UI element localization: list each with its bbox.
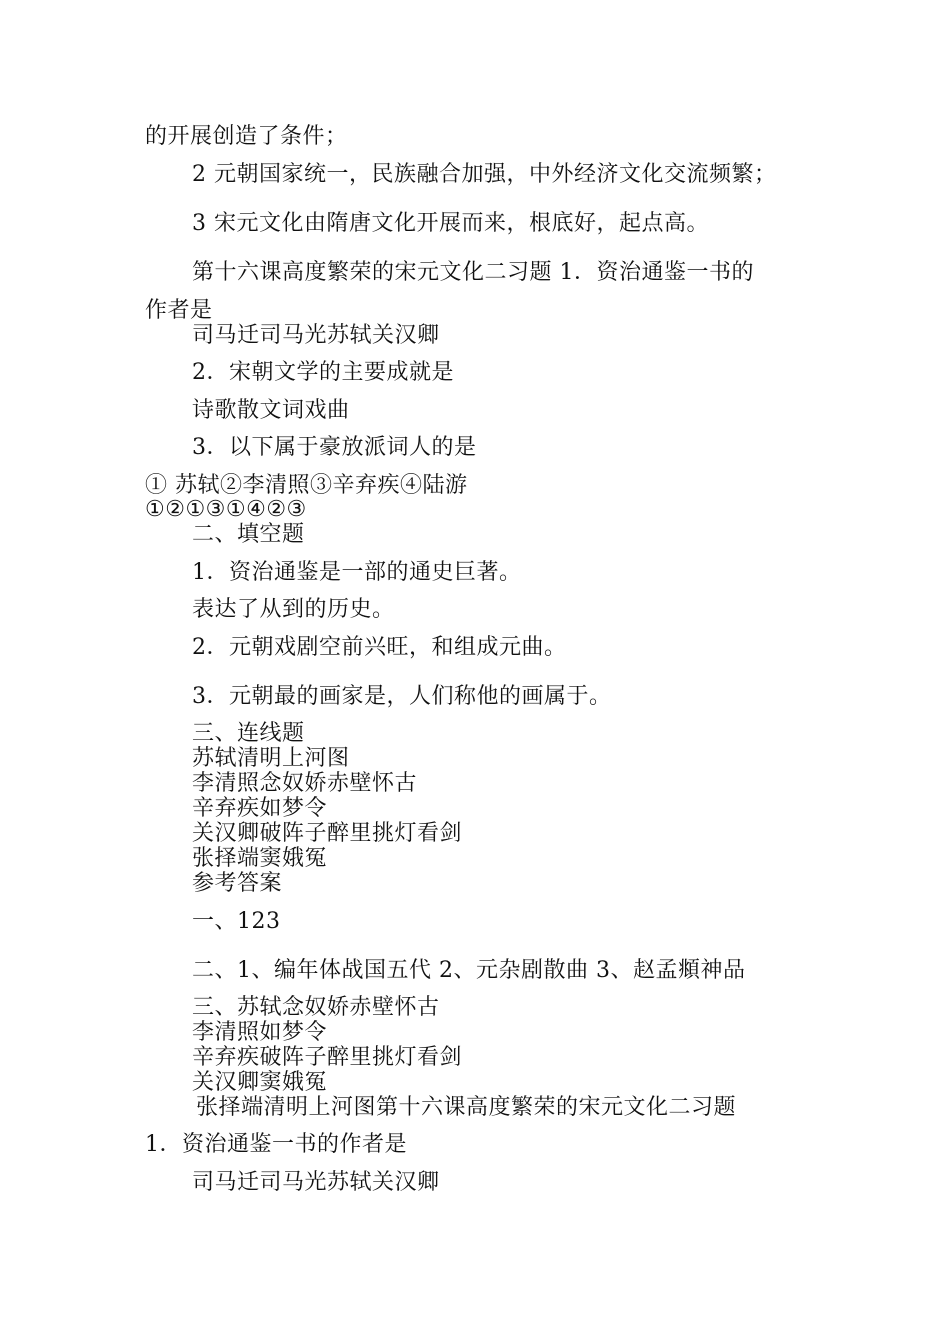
text-line: 苏轼清明上河图 (192, 746, 350, 771)
text-line: 表达了从到的历史。 (192, 597, 395, 622)
section-heading: 参考答案 (192, 871, 283, 896)
text-line: 张择端清明上河图第十六课高度繁荣的宋元文化二习题 (196, 1095, 737, 1120)
section-heading: 二、填空题 (192, 522, 305, 547)
text-line: 2 元朝国家统一，民族融合加强，中外经济文化交流频繁； (192, 162, 777, 187)
text-line: 作者是 (145, 298, 213, 323)
text-line: 司马迁司马光苏轼关汉卿 (192, 323, 440, 348)
text-line: 关汉卿破阵子醉里挑灯看剑 (192, 821, 463, 846)
text-line: 的开展创造了条件； (145, 124, 348, 149)
text-line: 一、123 (192, 909, 281, 934)
text-line: 1．资治通鉴一书的作者是 (145, 1132, 407, 1157)
text-line: 2．元朝戏剧空前兴旺，和组成元曲。 (192, 635, 567, 660)
text-line: 3．以下属于豪放派词人的是 (192, 435, 477, 460)
text-line: 李清照如梦令 (192, 1020, 328, 1045)
text-line: 关汉卿窦娥冤 (192, 1070, 328, 1095)
text-line: 司马迁司马光苏轼关汉卿 (192, 1170, 440, 1195)
text-line: 1．资治通鉴是一部的通史巨著。 (192, 560, 522, 585)
text-line: ①②①③①④②③ (145, 497, 307, 522)
text-line: 李清照念奴娇赤壁怀古 (192, 771, 418, 796)
section-heading: 三、连线题 (192, 721, 305, 746)
text-line: 3 宋元文化由隋唐文化开展而来，根底好，起点高。 (192, 211, 709, 236)
text-line: 第十六课高度繁荣的宋元文化二习题 1．资治通鉴一书的 (192, 260, 754, 285)
text-line: 三、苏轼念奴娇赤壁怀古 (192, 995, 440, 1020)
text-line: 张择端窦娥冤 (192, 846, 328, 871)
text-line: 3．元朝最的画家是，人们称他的画属于。 (192, 684, 612, 709)
text-line: 诗歌散文词戏曲 (192, 398, 350, 423)
text-line: 辛弃疾如梦令 (192, 796, 328, 821)
text-line: 二、1、编年体战国五代 2、元杂剧散曲 3、赵孟頫神品 (192, 958, 746, 983)
text-line: 辛弃疾破阵子醉里挑灯看剑 (192, 1045, 463, 1070)
text-line: 2．宋朝文学的主要成就是 (192, 360, 454, 385)
text-line: ① 苏轼②李清照③辛弃疾④陆游 (145, 473, 468, 498)
